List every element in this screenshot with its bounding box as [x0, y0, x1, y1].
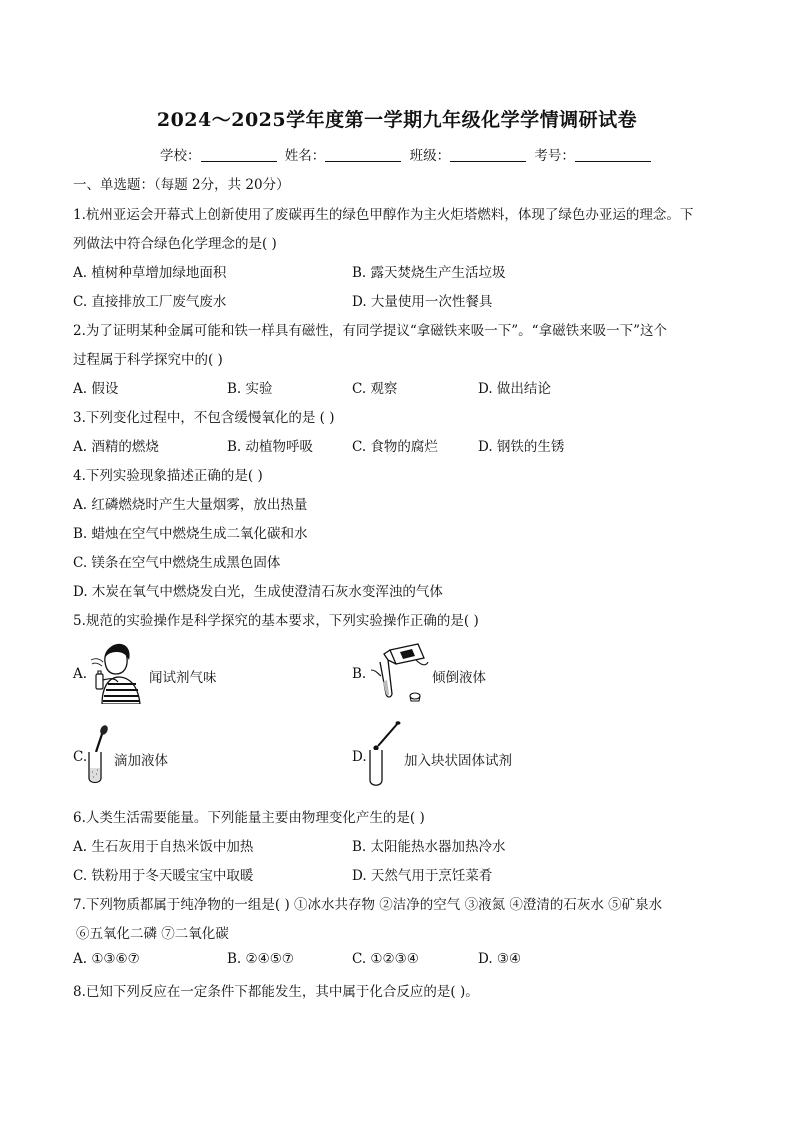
- question-1-option-c[interactable]: C. 直接排放工厂废气废水: [73, 294, 227, 310]
- question-3-stem: 3.下列变化过程中，不包含缓慢氧化的是 ( ): [73, 410, 335, 426]
- number-label: 考号：: [534, 148, 575, 164]
- question-1-stem-line-2: 列做法中符合绿色化学理念的是( ): [73, 236, 277, 252]
- question-6-option-b[interactable]: B. 太阳能热水器加热冷水: [352, 839, 506, 855]
- dropping-liquid-illustration: [86, 722, 110, 786]
- question-1-stem-line-1: 1.杭州亚运会开幕式上创新使用了废碳再生的绿色甲醇作为主火炬塔燃料，体现了绿色办亚运的理念。下: [73, 207, 694, 223]
- question-7-option-a[interactable]: A. ①③⑥⑦: [73, 951, 140, 967]
- question-4-stem: 4.下列实验现象描述正确的是( ): [73, 468, 263, 484]
- question-1-option-b[interactable]: B. 露天焚烧生产生活垃圾: [352, 265, 506, 281]
- question-5-stem: 5.规范的实验操作是科学探究的基本要求，下列实验操作正确的是( ): [73, 613, 479, 629]
- question-7-stem-line-2: ⑥五氧化二磷 ⑦二氧化碳: [76, 926, 229, 942]
- question-2-option-a[interactable]: A. 假设: [73, 381, 119, 397]
- question-4-option-c[interactable]: C. 镁条在空气中燃烧生成黑色固体: [73, 555, 281, 571]
- question-7-stem-line-1: 7.下列物质都属于纯净物的一组是( ) ①冰水共存物 ②洁净的空气 ③液氮 ④澄清的石灰水 ⑤矿泉水: [73, 897, 663, 913]
- question-4-option-b[interactable]: B. 蜡烛在空气中燃烧生成二氧化碳和水: [73, 526, 308, 542]
- question-3-option-b[interactable]: B. 动植物呼吸: [227, 439, 314, 455]
- name-blank[interactable]: [325, 147, 401, 162]
- class-label: 班级：: [409, 148, 451, 164]
- question-5-option-b-text[interactable]: 倾倒液体: [432, 670, 486, 686]
- exam-title: 2024～2025学年度第一学期九年级化学学情调研试卷: [156, 109, 638, 131]
- question-3-option-c[interactable]: C. 食物的腐烂: [352, 439, 438, 455]
- number-blank[interactable]: [575, 147, 651, 162]
- class-blank[interactable]: [450, 147, 526, 162]
- question-7-option-b[interactable]: B. ②④⑤⑦: [227, 951, 294, 967]
- school-blank[interactable]: [201, 147, 277, 162]
- question-3-option-a[interactable]: A. 酒精的燃烧: [73, 439, 159, 455]
- question-2-option-d[interactable]: D. 做出结论: [478, 381, 551, 397]
- question-1-option-d[interactable]: D. 大量使用一次性餐具: [352, 294, 493, 310]
- question-8-stem: 8.已知下列反应在一定条件下都能发生，其中属于化合反应的是( )。: [73, 984, 479, 1000]
- question-5-option-a-text[interactable]: 闻试剂气味: [149, 670, 217, 686]
- question-5-option-a-letter[interactable]: A.: [73, 666, 88, 682]
- question-7-option-c[interactable]: C. ①②③④: [352, 951, 419, 967]
- smelling-reagent-illustration: [88, 640, 148, 704]
- question-4-option-a[interactable]: A. 红磷燃烧时产生大量烟雾，放出热量: [73, 497, 308, 513]
- question-2-option-b[interactable]: B. 实验: [227, 381, 273, 397]
- question-2-stem-line-1: 2.为了证明某种金属可能和铁一样具有磁性，有同学提议“拿磁铁来吸一下”。“拿磁铁来吸一下”这个: [73, 323, 667, 339]
- adding-solid-illustration: [366, 720, 402, 788]
- question-6-option-d[interactable]: D. 天然气用于烹饪菜肴: [352, 868, 493, 884]
- question-6-option-a[interactable]: A. 生石灰用于自热米饭中加热: [73, 839, 254, 855]
- question-2-stem-line-2: 过程属于科学探究中的( ): [73, 352, 223, 368]
- section-heading: 一、单选题：（每题 2分，共 20分）: [73, 177, 290, 193]
- question-5-option-c-letter[interactable]: C.: [73, 749, 88, 765]
- question-6-stem: 6.人类生活需要能量。下列能量主要由物理变化产生的是( ): [73, 810, 425, 826]
- question-5-option-d-letter[interactable]: D.: [352, 749, 367, 765]
- name-label: 姓名：: [284, 148, 326, 164]
- question-5-option-c-text[interactable]: 滴加液体: [114, 753, 168, 769]
- student-info-line: [160, 144, 655, 164]
- question-5-option-b-letter[interactable]: B.: [352, 666, 367, 682]
- question-4-option-d[interactable]: D. 木炭在氧气中燃烧发白光，生成使澄清石灰水变浑浊的气体: [73, 584, 443, 600]
- question-2-option-c[interactable]: C. 观察: [352, 381, 398, 397]
- school-label: 学校：: [160, 148, 201, 164]
- question-7-option-d[interactable]: D. ③④: [478, 951, 522, 967]
- question-6-option-c[interactable]: C. 铁粉用于冬天暖宝宝中取暖: [73, 868, 254, 884]
- question-3-option-d[interactable]: D. 钢铁的生锈: [478, 439, 565, 455]
- question-1-option-a[interactable]: A. 植树种草增加绿地面积: [73, 265, 227, 281]
- question-5-option-d-text[interactable]: 加入块状固体试剂: [404, 753, 512, 769]
- pouring-liquid-illustration: [368, 640, 430, 704]
